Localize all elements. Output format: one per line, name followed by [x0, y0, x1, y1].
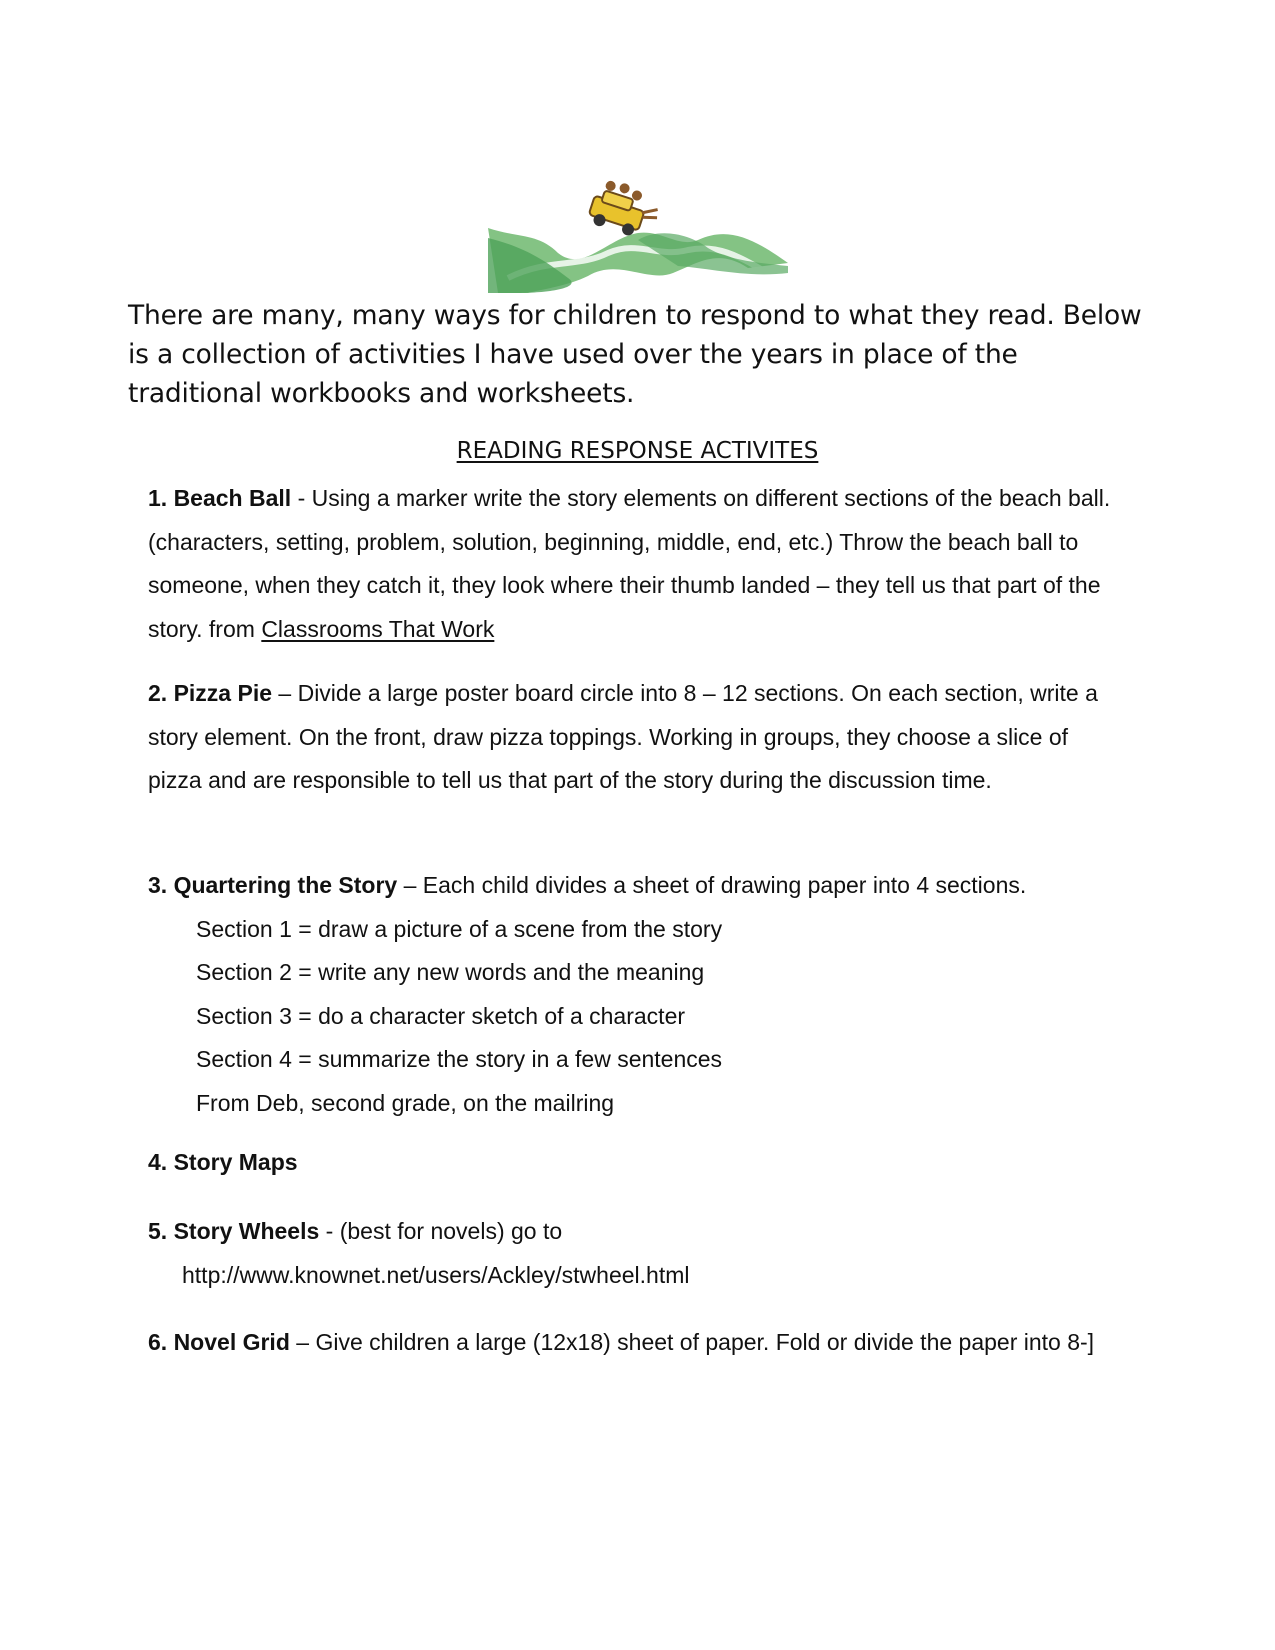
story-wheel-url[interactable]: http://www.knownet.net/users/Ackley/stwheel.html — [182, 1261, 690, 1288]
activity-pizza-pie — [148, 672, 1128, 803]
attribution-line: From Deb, second grade, on the mailring — [196, 1089, 615, 1116]
activity-title: 3. Quartering the Story — [148, 872, 398, 898]
section-line: Section 4 = summarize the story in a few sentences — [196, 1046, 723, 1072]
car-on-hills-illustration — [488, 178, 788, 293]
activity-novel-grid — [148, 1321, 1128, 1365]
activity-title: 1. Beach Ball — [148, 485, 292, 511]
activity-text: - (best for novels) go to — [319, 1218, 563, 1244]
activity-story-wheels — [148, 1210, 1128, 1297]
activity-beach-ball — [148, 477, 1128, 651]
section-line: Section 2 = write any new words and the meaning — [196, 959, 705, 985]
intro-paragraph: There are many, many ways for children to respond to what they read. Below is a collection of activities I have used over the years in place of the traditional workbooks and worksheets. — [128, 300, 1142, 409]
section-line: Section 1 = draw a picture of a scene from the story — [196, 915, 723, 942]
activity-text: – Give children a large (12x18) sheet of paper. Fold or divide the paper into 8-] — [289, 1329, 1095, 1355]
activity-title: 6. Novel Grid — [148, 1329, 290, 1355]
activity-title: 2. Pizza Pie — [148, 680, 273, 706]
activity-story-maps — [148, 1141, 1128, 1185]
activity-title: 4. Story Maps — [148, 1149, 298, 1175]
activity-quartering — [148, 864, 1128, 1125]
activity-text: – Divide a large poster board circle into 8 – 12 sections. On each section, write a story element. On the front, draw pizza toppings. Working in groups, they choose a slice of pizza and are responsible to tell us that part of the story during the discussion time. — [148, 680, 1098, 793]
activity-text: - Using a marker write the story elements on different sections of the beach ball. (characters, setting, problem, solution, beginning, middle, end, etc.) Throw the beach ball to someone, when they catch it, they look where their thumb landed – they tell us that part of the story. from — [148, 485, 1111, 642]
activity-title: 5. Story Wheels — [148, 1218, 320, 1244]
activity-text: – Each child divides a sheet of drawing paper into 4 sections. — [397, 872, 1027, 898]
source-link[interactable]: Classrooms That Work — [261, 615, 495, 642]
section-line: Section 3 = do a character sketch of a character — [196, 1002, 686, 1029]
page-title: READING RESPONSE ACTIVITES — [456, 438, 819, 464]
